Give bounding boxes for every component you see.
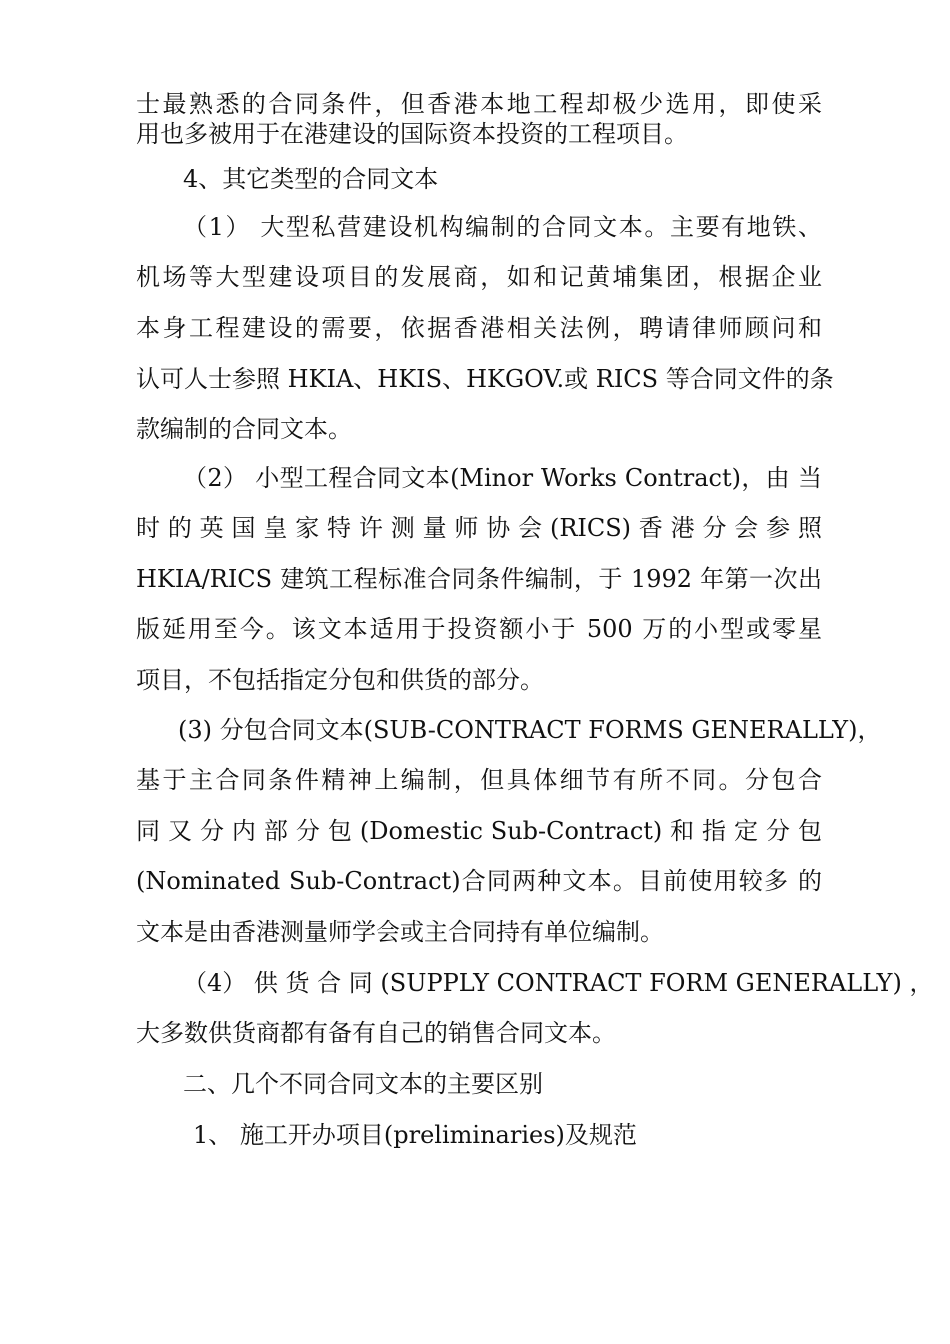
- text-line: 用也多被用于在港建设的国际资本投资的工程项目。: [136, 120, 688, 148]
- text-line: （2） 小型工程合同文本(Minor Works Contract)，由 当: [183, 464, 822, 492]
- text-line: 本身工程建设的需要，依据香港相关法例，聘请律师顾问和: [136, 314, 822, 342]
- text-line: 认可人士参照 HKIA、HKIS、HKGOV.或 RICS 等合同文件的条: [136, 365, 834, 393]
- text-line: 基于主合同条件精神上编制，但具体细节有所不同。分包合: [136, 766, 822, 794]
- text-line: 项目，不包括指定分包和供货的部分。: [136, 666, 544, 694]
- text-line: (3) 分包合同文本(SUB-CONTRACT FORMS GENERALLY)，: [178, 716, 882, 744]
- text-line: 版延用至今。该文本适用于投资额小于 500 万的小型或零星: [136, 615, 822, 643]
- text-line: (Nominated Sub-Contract)合同两种文本。目前使用较多 的: [136, 867, 822, 895]
- text-line: 时 的 英 国 皇 家 特 许 测 量 师 协 会 (RICS) 香 港 分 会 参 照: [136, 514, 822, 542]
- section-heading: 二、几个不同合同文本的主要区别: [183, 1070, 543, 1098]
- text-line: HKIA/RICS 建筑工程标准合同条件编制，于 1992 年第一次出: [136, 565, 822, 593]
- text-line: （4） 供 货 合 同 (SUPPLY CONTRACT FORM GENERALLY) ，: [183, 969, 934, 997]
- text-line: 士最熟悉的合同条件，但香港本地工程却极少选用，即使采: [136, 90, 822, 118]
- text-line: 款编制的合同文本。: [136, 415, 352, 443]
- text-line: 文本是由香港测量师学会或主合同持有单位编制。: [136, 918, 664, 946]
- text-line: （1） 大型私营建设机构编制的合同文本。主要有地铁、: [183, 213, 822, 241]
- subsection-heading: 1、 施工开办项目(preliminaries)及规范: [193, 1121, 637, 1149]
- section-heading: 4、其它类型的合同文本: [183, 165, 439, 193]
- text-line: 大多数供货商都有备有自己的销售合同文本。: [136, 1019, 616, 1047]
- text-line: 同 又 分 内 部 分 包 (Domestic Sub-Contract) 和 指 定 分 包: [136, 817, 822, 845]
- text-line: 机场等大型建设项目的发展商，如和记黄埔集团，根据企业: [136, 263, 822, 291]
